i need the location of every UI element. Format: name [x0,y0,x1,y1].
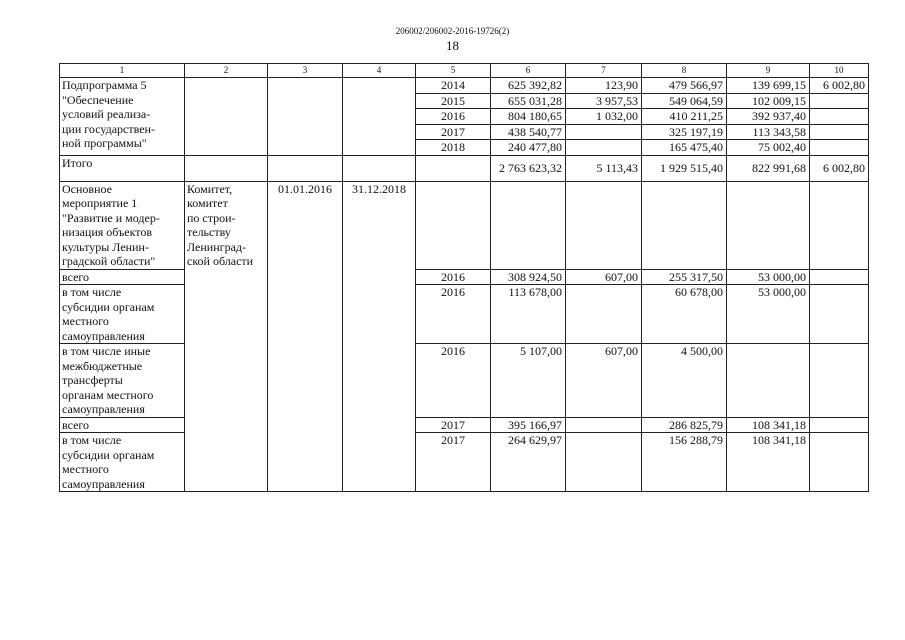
activity-label: Основное мероприятие 1 "Развитие и модер- низация объектов культуры Ленин- градской области" [60,181,185,269]
value-cell: 804 180,65 [491,109,566,125]
value-cell: 113 678,00 [491,285,566,344]
year-cell: 2015 [416,93,491,109]
value-cell [727,344,810,418]
value-cell [810,433,869,492]
year-cell: 2014 [416,78,491,94]
table-row [60,285,869,344]
empty-cell [810,181,869,269]
page-number: 18 [446,38,459,53]
value-cell [810,269,869,285]
year-cell: 2017 [416,433,491,492]
value-cell: 479 566,97 [642,78,727,94]
year-cell: 2016 [416,344,491,418]
value-cell: 102 009,15 [727,93,810,109]
value-cell: 5 113,43 [566,155,642,181]
value-cell: 822 991,68 [727,155,810,181]
empty-cell [566,181,642,269]
column-number-row [60,64,869,78]
empty-cell [491,181,566,269]
start-date-cell: 01.01.2016 [268,181,343,492]
value-cell [566,124,642,140]
end-date-cell: 31.12.2018 [343,181,416,492]
year-cell: 2016 [416,109,491,125]
value-cell: 5 107,00 [491,344,566,418]
value-cell: 139 699,15 [727,78,810,94]
column-number: 2 [185,64,268,78]
value-cell: 655 031,28 [491,93,566,109]
value-cell: 264 629,97 [491,433,566,492]
year-cell: 2018 [416,140,491,156]
empty-cell [642,181,727,269]
table-row [60,344,869,418]
empty-cell [343,78,416,156]
column-number: 3 [268,64,343,78]
value-cell [566,433,642,492]
value-cell [566,417,642,433]
value-cell: 53 000,00 [727,269,810,285]
value-cell: 60 678,00 [642,285,727,344]
empty-cell [268,155,343,181]
empty-cell [727,181,810,269]
column-number: 10 [810,64,869,78]
table-row [60,433,869,492]
value-cell [810,140,869,156]
value-cell: 113 343,58 [727,124,810,140]
value-cell: 2 763 623,32 [491,155,566,181]
value-cell [810,93,869,109]
value-cell: 308 924,50 [491,269,566,285]
value-cell: 53 000,00 [727,285,810,344]
value-cell [810,285,869,344]
value-cell: 1 929 515,40 [642,155,727,181]
column-number: 8 [642,64,727,78]
row-label: всего [60,269,185,285]
value-cell: 3 957,53 [566,93,642,109]
year-cell: 2017 [416,124,491,140]
column-number: 7 [566,64,642,78]
value-cell: 240 477,80 [491,140,566,156]
value-cell: 165 475,40 [642,140,727,156]
value-cell: 607,00 [566,344,642,418]
total-row [60,155,869,181]
column-number: 6 [491,64,566,78]
total-label: Итого [60,155,185,181]
table-row [60,269,869,285]
year-cell: 2017 [416,417,491,433]
value-cell [810,417,869,433]
column-number: 9 [727,64,810,78]
empty-cell [416,181,491,269]
value-cell [810,344,869,418]
subprogram-label: Подпрограмма 5 "Обеспечение условий реализа- ции государствен- ной программы" [60,78,185,156]
activity-row [60,181,869,269]
value-cell: 123,90 [566,78,642,94]
value-cell: 1 032,00 [566,109,642,125]
value-cell: 108 341,18 [727,433,810,492]
value-cell: 325 197,19 [642,124,727,140]
value-cell [566,285,642,344]
value-cell: 156 288,79 [642,433,727,492]
empty-cell [185,78,268,156]
value-cell: 75 002,40 [727,140,810,156]
empty-cell [185,155,268,181]
value-cell: 108 341,18 [727,417,810,433]
row-label: в том числе субсидии органам местного самоуправления [60,433,185,492]
table-row [60,417,869,433]
table-row [60,78,869,94]
value-cell: 607,00 [566,269,642,285]
year-cell: 2016 [416,285,491,344]
value-cell: 438 540,77 [491,124,566,140]
year-cell: 2016 [416,269,491,285]
executor-cell: Комитет, комитет по строи- тельству Ленинград- ской области [185,181,268,492]
value-cell: 6 002,80 [810,78,869,94]
empty-cell [416,155,491,181]
column-number: 1 [60,64,185,78]
value-cell: 549 064,59 [642,93,727,109]
document-id: 206002/206002-2016-19726(2) [395,26,510,36]
value-cell [566,140,642,156]
budget-table [59,63,869,492]
value-cell: 625 392,82 [491,78,566,94]
value-cell: 392 937,40 [727,109,810,125]
value-cell: 286 825,79 [642,417,727,433]
value-cell: 4 500,00 [642,344,727,418]
column-number: 5 [416,64,491,78]
value-cell: 6 002,80 [810,155,869,181]
row-label: в том числе субсидии органам местного самоуправления [60,285,185,344]
value-cell: 395 166,97 [491,417,566,433]
column-number: 4 [343,64,416,78]
empty-cell [268,78,343,156]
row-label: всего [60,417,185,433]
value-cell [810,124,869,140]
row-label: в том числе иные межбюджетные трансферты органам местного самоуправления [60,344,185,418]
value-cell: 410 211,25 [642,109,727,125]
value-cell: 255 317,50 [642,269,727,285]
value-cell [810,109,869,125]
empty-cell [343,155,416,181]
